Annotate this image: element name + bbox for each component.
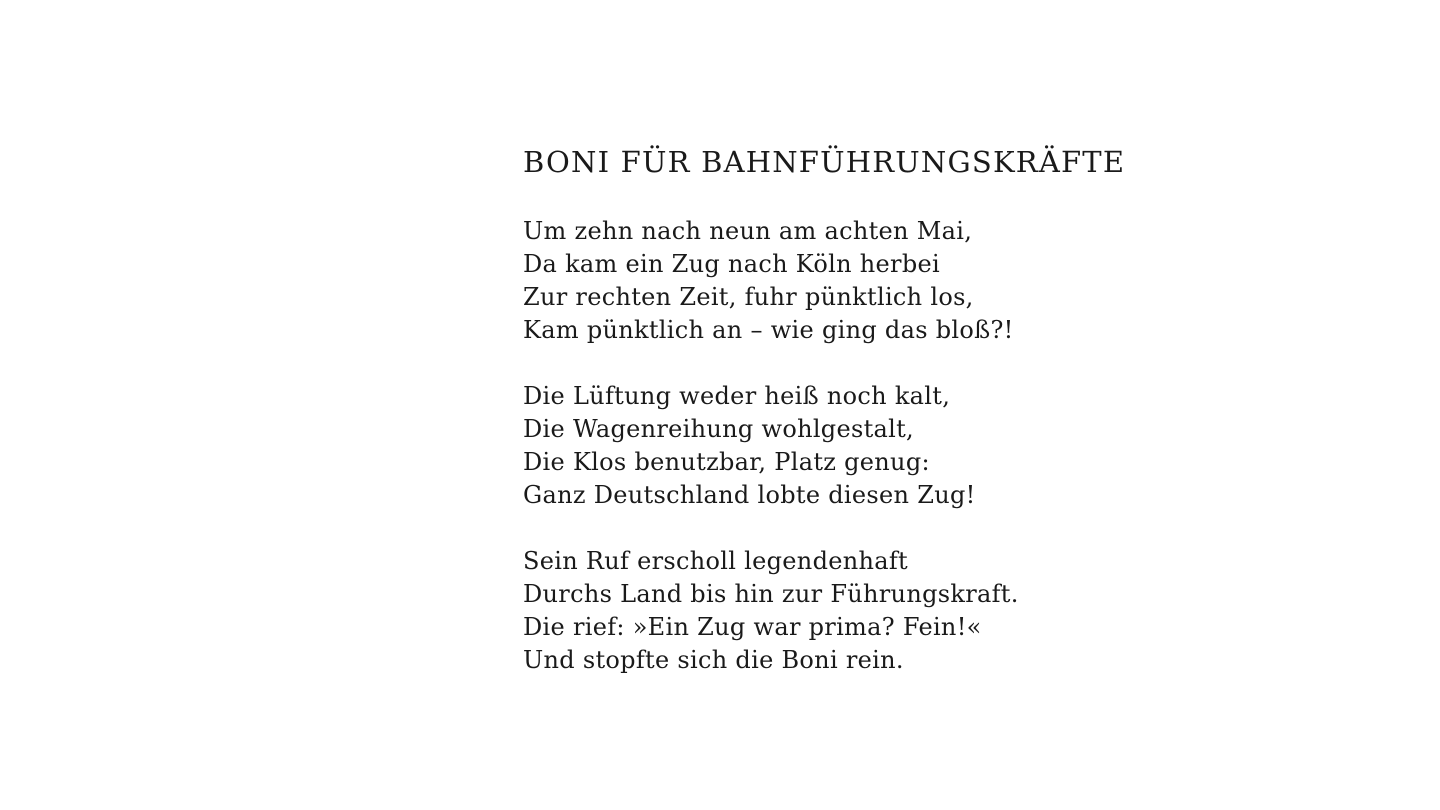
poem-title: BONI FÜR BAHNFÜHRUNGSKRÄFTE <box>523 145 1126 179</box>
stanza-1 <box>523 215 1303 347</box>
verse-line: Kam pünktlich an – wie ging das bloß?! <box>523 316 1014 344</box>
verse-line: Und stopfte sich die Boni rein. <box>523 646 904 674</box>
poem-body <box>523 215 1303 677</box>
verse-line: Sein Ruf erscholl legendenhaft <box>523 547 908 575</box>
verse-line: Die Lüftung weder heiß noch kalt, <box>523 382 951 410</box>
verse-line: Durchs Land bis hin zur Führungskraft. <box>523 580 1019 608</box>
stanza-2 <box>523 380 1303 512</box>
verse-line: Ganz Deutschland lobte diesen Zug! <box>523 481 976 509</box>
poem <box>523 142 1303 710</box>
verse-line: Um zehn nach neun am achten Mai, <box>523 217 973 245</box>
verse-line: Die rief: »Ein Zug war prima? Fein!« <box>523 613 982 641</box>
stanza-3 <box>523 545 1303 677</box>
verse-line: Da kam ein Zug nach Köln herbei <box>523 250 940 278</box>
verse-line: Die Klos benutzbar, Platz genug: <box>523 448 930 476</box>
verse-line: Die Wagenreihung wohlgestalt, <box>523 415 914 443</box>
verse-line: Zur rechten Zeit, fuhr pünktlich los, <box>523 283 974 311</box>
